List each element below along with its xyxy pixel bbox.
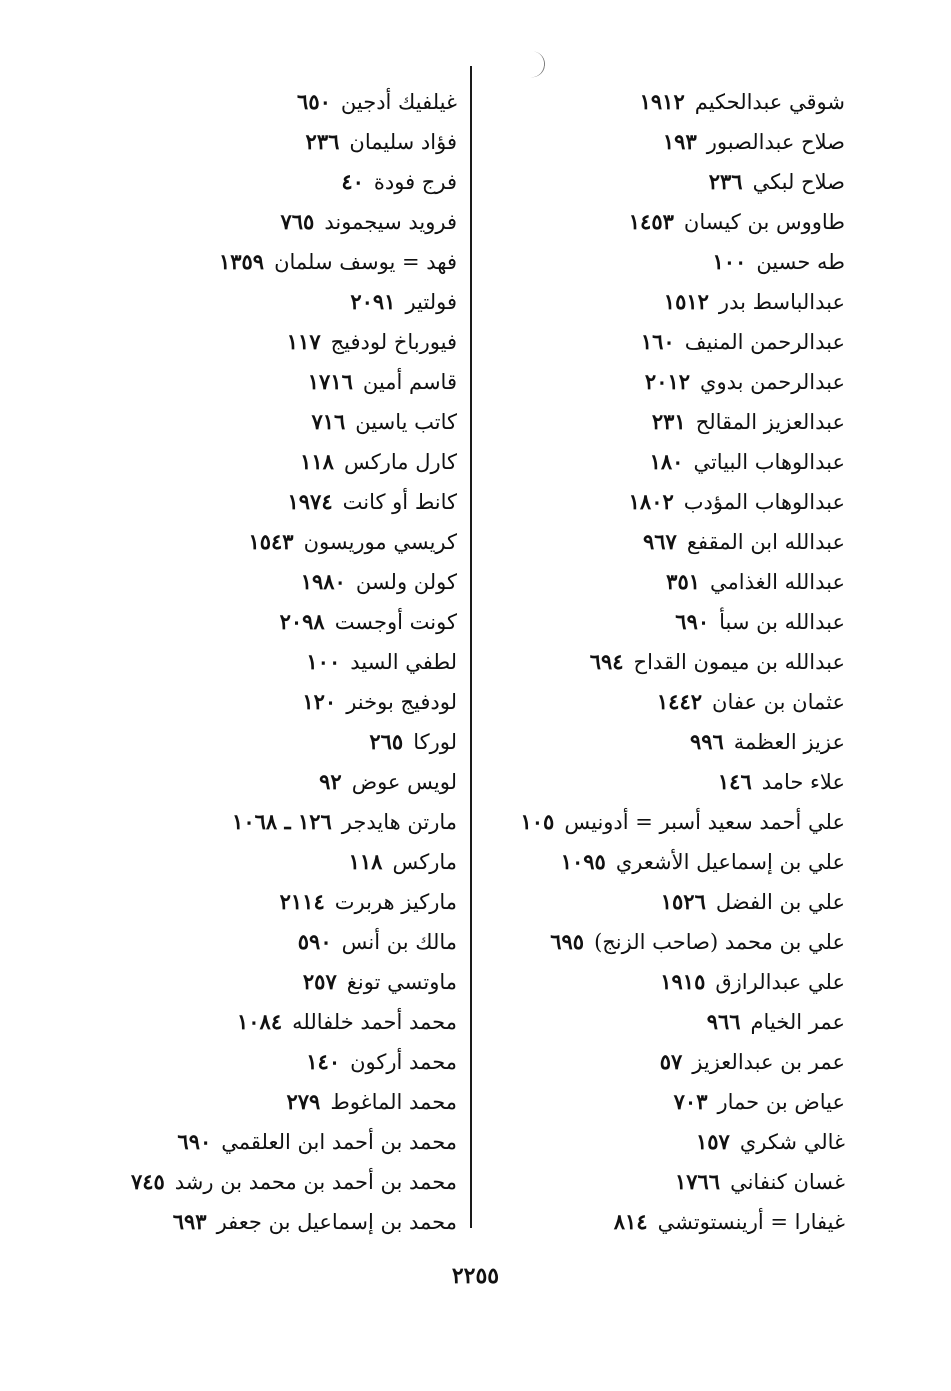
index-entry [37,1082,457,1122]
entry-page-number: ١٦٠ [640,329,675,354]
index-entry [37,762,457,802]
index-entry [445,562,845,602]
entry-name: عبدالرحمن المنيف [684,330,845,354]
entry-page-number: ١٤٥٣ [628,209,674,234]
entry-page-number: ٦٩٠ [675,609,710,634]
entry-name: قاسم أمين [362,370,457,394]
entry-name: علي بن الفضل [715,890,845,914]
index-entry [445,362,845,402]
entry-name: عبدالعزيز المقالح [695,410,845,434]
entry-page-number: ٧١٦ [311,409,346,434]
entry-page-number: ١٩٨٠ [300,569,346,594]
entry-name: ماركيز هربرت [334,890,457,914]
entry-page-number: ٥٩٠ [297,929,332,954]
index-entry [445,682,845,722]
entry-name: عياض بن حمار [717,1090,845,1114]
entry-name: كولن ولسن [355,570,457,594]
entry-page-number: ٥٧ [659,1049,683,1074]
entry-name: عزيز العظمة [733,730,845,754]
entry-name: علي بن محمد (صاحب الزنج) [594,930,845,954]
entry-name: عبدالله ابن المقفع [686,530,845,554]
index-entry [445,1002,845,1042]
entry-page-number: ٢٦٥ [369,729,404,754]
index-entry [37,602,457,642]
entry-name: لوركا [413,730,457,754]
index-entry [445,522,845,562]
entry-page-number: ١٩١٢ [639,89,685,114]
entry-page-number: ١٣٥٩ [218,249,265,274]
index-entry [445,962,845,1002]
entry-name: عبدالله الغذامي [710,570,845,594]
index-entry [37,882,457,922]
entry-name: غالي شكري [739,1130,845,1154]
index-entry [445,242,845,282]
entry-page-number: ١٧٦٦ [674,1169,721,1194]
entry-page-number: ١٥٧ [695,1129,730,1154]
entry-page-number: ١٤٤٢ [656,689,703,714]
index-entry [445,282,845,322]
index-entry [37,962,457,1002]
entry-page-number: ١٥٤٣ [248,529,294,554]
entry-page-number: ٢٠٩١ [350,289,396,314]
entry-name: محمد أحمد خلفالله [292,1010,457,1034]
index-column-right [445,82,845,1242]
entry-name: غيفارا = أرينستوتشي [657,1210,845,1234]
entry-page-number: ٨١٤ [613,1209,648,1234]
entry-name: فرويد سيجموند [324,210,457,234]
entry-name: محمد بن أحمد ابن العلقمي [221,1130,457,1154]
entry-name: علي بن إسماعيل الأشعري [615,850,845,874]
entry-page-number: ٧٦٥ [280,209,315,234]
entry-name: فؤاد سليمان [349,130,457,154]
entry-page-number: ٢٠١٢ [644,369,691,394]
entry-page-number: ١٠٠ [712,249,747,274]
entry-page-number: ١٨٠ [649,449,684,474]
entry-name: ماوتسي تونغ [346,970,457,994]
entry-page-number: ١٠٩٥ [560,849,606,874]
entry-page-number: ٦٩٣ [172,1209,207,1234]
index-entry [37,922,457,962]
entry-name: شوقي عبدالحكيم [694,90,845,114]
entry-name: مارتن هايدجر [341,810,457,834]
entry-page-number: ٢١١٤ [279,889,325,914]
index-entry [37,1162,457,1202]
entry-page-number: ١١٨ [300,449,334,474]
index-entry [37,1042,457,1082]
index-entry [445,402,845,442]
index-entry [445,762,845,802]
index-entry [37,442,457,482]
index-entry [37,122,457,162]
index-entry [37,642,457,682]
entry-name: فولتير [405,290,457,314]
entry-name: صلاح عبدالصبور [706,130,845,154]
entry-page-number: ٦٥٠ [297,89,331,114]
entry-page-number: ١٨٠٢ [628,489,674,514]
entry-page-number: ٦٩٠ [177,1129,212,1154]
entry-name: محمد بن أحمد بن محمد بن رشد [174,1170,457,1194]
index-entry [445,202,845,242]
index-entry [37,362,457,402]
entry-page-number: ١١٧ [286,329,321,354]
entry-page-number: ١٩٧٤ [287,489,333,514]
entry-name: لودفيج بوخنر [346,690,457,714]
entry-name: علي عبدالرازق [715,970,845,994]
index-entry [445,922,845,962]
index-entry [445,1082,845,1122]
entry-page-number: ٧٤٥ [130,1169,165,1194]
page-number: ٢٢٥٥ [451,1263,500,1289]
index-entry [37,242,457,282]
index-entry [37,802,457,842]
entry-name: عبدالله بن ميمون القداح [633,650,845,674]
index-entry [37,482,457,522]
index-entry [37,1122,457,1162]
entry-name: كارل ماركس [343,450,457,474]
entry-name: محمد بن إسماعيل بن جعفر [216,1210,457,1234]
entry-page-number: ٣٥١ [666,569,701,594]
index-entry [445,1162,845,1202]
entry-name: عثمان بن عفان [712,690,845,714]
index-entry [445,122,845,162]
entry-name: فهد = يوسف سلمان [274,250,457,274]
entry-name: محمد الماغوط [330,1090,457,1114]
entry-page-number: ٦٩٥ [550,929,585,954]
index-entry [445,722,845,762]
entry-name: عبدالله بن سبأ [719,610,845,634]
entry-page-number: ٧٠٣ [673,1089,708,1114]
index-entry [445,1122,845,1162]
entry-page-number: ٢٠٩٨ [279,609,325,634]
index-entry [445,82,845,122]
entry-page-number: ٢٣٦ [708,169,743,194]
index-entry [37,402,457,442]
entry-name: كريسي موريسون [303,530,457,554]
entry-page-number: ٩٦٧ [643,529,677,554]
entry-page-number: ١٥٢٦ [660,889,706,914]
index-entry [37,522,457,562]
entry-page-number: ٩٩٦ [689,729,724,754]
entry-page-number: ١٢٠ [302,689,337,714]
index-entry [445,842,845,882]
entry-page-number: ١٠٠ [306,649,341,674]
entry-name: غيلفيك أدجين [340,90,457,114]
index-entry [37,562,457,602]
index-entry [37,82,457,122]
entry-page-number: ٩٢ [319,769,342,794]
index-entry [37,1202,457,1242]
entry-name: محمد أركون [350,1050,457,1074]
entry-name: طه حسين [756,250,845,274]
entry-page-number: ٤٠ [341,169,364,194]
entry-page-number: ٦٩٤ [589,649,624,674]
entry-page-number: ١٥١٢ [663,289,709,314]
entry-name: لطفي السيد [350,650,457,674]
entry-name: لويس عوض [351,770,457,794]
entry-name: علي أحمد سعيد أسبر = أدونيس [564,810,845,834]
entry-page-number: ١٩٣ [662,129,697,154]
index-entry [445,802,845,842]
entry-name: غسان كنفاني [730,1170,845,1194]
entry-page-number: ١٢٦ ـ ١٠٦٨ [232,809,332,834]
entry-name: فرج فودة [373,170,457,194]
entry-name: عبدالرحمن بدوي [700,370,845,394]
entry-page-number: ١٠٥ [520,809,555,834]
index-entry [37,162,457,202]
index-entry [37,202,457,242]
entry-name: طاووس بن كيسان [683,210,845,234]
entry-page-number: ٢٣١ [651,409,686,434]
index-entry [37,682,457,722]
index-entry [445,1202,845,1242]
entry-name: كانط أو كانت [342,490,457,514]
entry-name: مالك بن أنس [341,930,457,954]
entry-name: عمر الخيام [750,1010,845,1034]
entry-page-number: ١٧١٦ [307,369,353,394]
entry-name: ماركس [392,850,457,874]
index-column-left [37,82,457,1242]
entry-page-number: ٩٦٦ [706,1009,741,1034]
entry-name: علاء حامد [761,770,845,794]
entry-page-number: ١٤٠ [306,1049,341,1074]
entry-page-number: ١٠٨٤ [237,1009,283,1034]
entry-name: عبدالوهاب المؤدب [683,490,845,514]
index-entry [445,642,845,682]
index-entry [445,482,845,522]
index-entry [445,1042,845,1082]
index-entry [37,722,457,762]
entry-name: فيورباخ لودفيج [330,330,457,354]
entry-name: صلاح لبكي [752,170,845,194]
index-entry [37,1002,457,1042]
entry-name: عبدالوهاب البياتي [693,450,845,474]
index-entry [445,602,845,642]
index-entry [37,842,457,882]
entry-page-number: ١٤٦ [717,769,752,794]
index-entry [37,282,457,322]
entry-name: كونت أوجست [334,610,457,634]
index-entry [445,442,845,482]
index-entry [445,322,845,362]
entry-page-number: ٢٥٧ [302,969,337,994]
entry-name: عمر بن عبدالعزيز [692,1050,845,1074]
entry-name: عبدالباسط بدر [718,290,845,314]
index-entry [445,882,845,922]
entry-page-number: ٢٣٦ [305,129,340,154]
index-entry [445,162,845,202]
entry-name: كاتب ياسين [355,410,457,434]
margin-mark [528,51,546,79]
entry-page-number: ١١٨ [348,849,383,874]
entry-page-number: ١٩١٥ [660,969,706,994]
index-entry [37,322,457,362]
entry-page-number: ٢٧٩ [286,1089,321,1114]
